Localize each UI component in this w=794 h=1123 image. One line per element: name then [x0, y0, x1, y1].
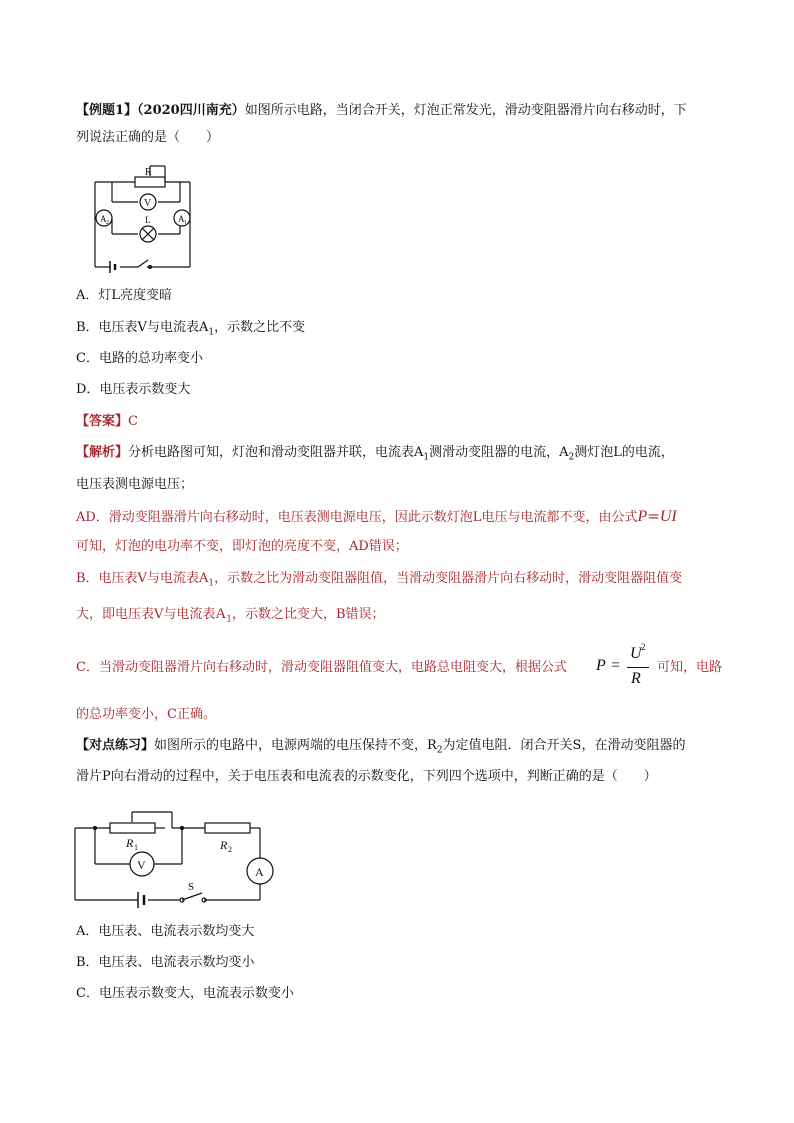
frac-den: R: [631, 670, 641, 687]
label-r: R: [145, 167, 152, 178]
label-a1: A: [178, 214, 185, 224]
analysis-ad-line1: [76, 506, 677, 528]
analysis-text: 大，即电压表V与电流表: [76, 607, 216, 622]
label-s: S: [188, 881, 195, 893]
example-tag: 【例题1】: [76, 103, 138, 118]
analysis-text: 测滑动变阻器的电流，A: [429, 445, 569, 460]
practice-stem-line2: 滑片P向右滑动的过程中，关于电压表和电流表的示数变化，下列四个选项中，判断正确的是（ ）: [76, 769, 657, 784]
circuit-diagram-1: [90, 152, 210, 274]
example-stem-line1: [76, 101, 687, 121]
analysis-line1: [76, 443, 674, 468]
analysis-sub: 1: [208, 578, 215, 589]
frac-p: P: [596, 657, 606, 674]
example-stem-text: 如图所示电路，当闭合开关，灯泡正常发光，滑动变阻器滑片向右移动时，下: [244, 103, 687, 118]
formula-p: P: [637, 508, 648, 525]
answer-value: C: [128, 414, 138, 429]
practice-tag: 【对点练习】: [76, 738, 155, 753]
label-v: V: [137, 858, 146, 872]
label-r1: R: [126, 836, 134, 850]
example-option-a: A．灯L亮度变暗: [76, 288, 173, 303]
example-option-d: D．电压表示数变大: [76, 382, 191, 397]
frac-num: U: [630, 645, 642, 662]
option-b-text: B．电压表V与电流表A: [76, 320, 209, 335]
analysis-text: 测灯泡L的电流，: [574, 445, 674, 460]
rheostat-r1: [110, 823, 155, 833]
analysis-b-line1: [76, 569, 682, 594]
analysis-line2: 电压表测电源电压；: [76, 477, 194, 492]
example-option-c: C．电路的总功率变小: [76, 351, 203, 366]
option-b-sub: 1: [208, 327, 215, 338]
rheostat-r: [135, 177, 165, 187]
analysis-text: AD．滑动变阻器滑片向右移动时，电压表测电源电压，因此示数灯泡L电压与电流都不变，由公式: [76, 510, 638, 525]
analysis-text: ，示数之比为滑动变阻器阻值，当滑动变阻器滑片向右移动时，滑动变阻器阻值变: [214, 571, 683, 586]
example-stem-line2: 列说法正确的是（ ）: [76, 130, 220, 145]
label-a: A: [255, 865, 264, 879]
label-r1-sub: 1: [134, 843, 138, 852]
example-source: （2020四川南充）: [137, 103, 245, 118]
practice-sub: 2: [436, 745, 443, 756]
label-v: V: [144, 198, 152, 209]
label-l: L: [145, 215, 151, 225]
analysis-label: 【解析】: [76, 445, 129, 460]
label-r2: R: [220, 838, 228, 852]
analysis-text: B．电压表V与电流表A: [76, 571, 209, 586]
analysis-text: C．当滑动变阻器滑片向右移动时，滑动变阻器阻值变大，电路总电阻变大，根据公式: [76, 660, 567, 675]
analysis-c-line1-end: 可知，电路: [657, 660, 723, 675]
label-r2-sub: 2: [228, 845, 232, 854]
example-option-b: [76, 318, 305, 343]
practice-option-a: A．电压表、电流表示数均变大: [76, 924, 255, 939]
analysis-c-line2: 的总功率变小，C正确。: [76, 707, 216, 722]
practice-text: 如图所示的电路中，电源两端的电压保持不变，R: [154, 738, 437, 753]
practice-stem-line1: [76, 736, 685, 761]
frac-num-sup: 2: [641, 642, 646, 652]
analysis-sub: 1: [226, 614, 232, 625]
option-b-tail: ，示数之比不变: [214, 320, 306, 335]
answer-line: [76, 412, 138, 432]
answer-label: 【答案】: [76, 414, 129, 429]
analysis-sub: 2: [568, 452, 575, 463]
analysis-c-line1: [76, 658, 567, 678]
analysis-ad-line2: 可知，灯泡的电功率不变，即灯泡的亮度不变，AD错误；: [76, 539, 408, 554]
analysis-b-line2: [76, 604, 385, 630]
analysis-text: 分析电路图可知，灯泡和滑动变阻器并联，电流表A: [128, 445, 424, 460]
fraction-bar: [627, 667, 649, 668]
resistor-r2: [205, 823, 250, 833]
formula-ui: UI: [659, 508, 677, 525]
label-a2: A: [100, 214, 107, 224]
formula-fraction: [594, 642, 656, 691]
frac-eq: =: [611, 657, 621, 674]
practice-option-b: B．电压表、电流表示数均变小: [76, 955, 255, 970]
label-a1-sub: 1: [184, 220, 187, 226]
symbol-a1: A: [215, 606, 227, 622]
label-a2-sub: 2: [106, 220, 109, 226]
circuit-diagram-2: [70, 804, 290, 910]
practice-option-c: C．电压表示数变大，电流表示数变小: [76, 986, 294, 1001]
analysis-text: ，示数之比变大，B错误；: [231, 607, 385, 622]
practice-text: 为定值电阻．闭合开关S，在滑动变阻器的: [442, 738, 686, 753]
analysis-sub: 1: [423, 452, 430, 463]
formula-eq: =: [647, 507, 660, 525]
